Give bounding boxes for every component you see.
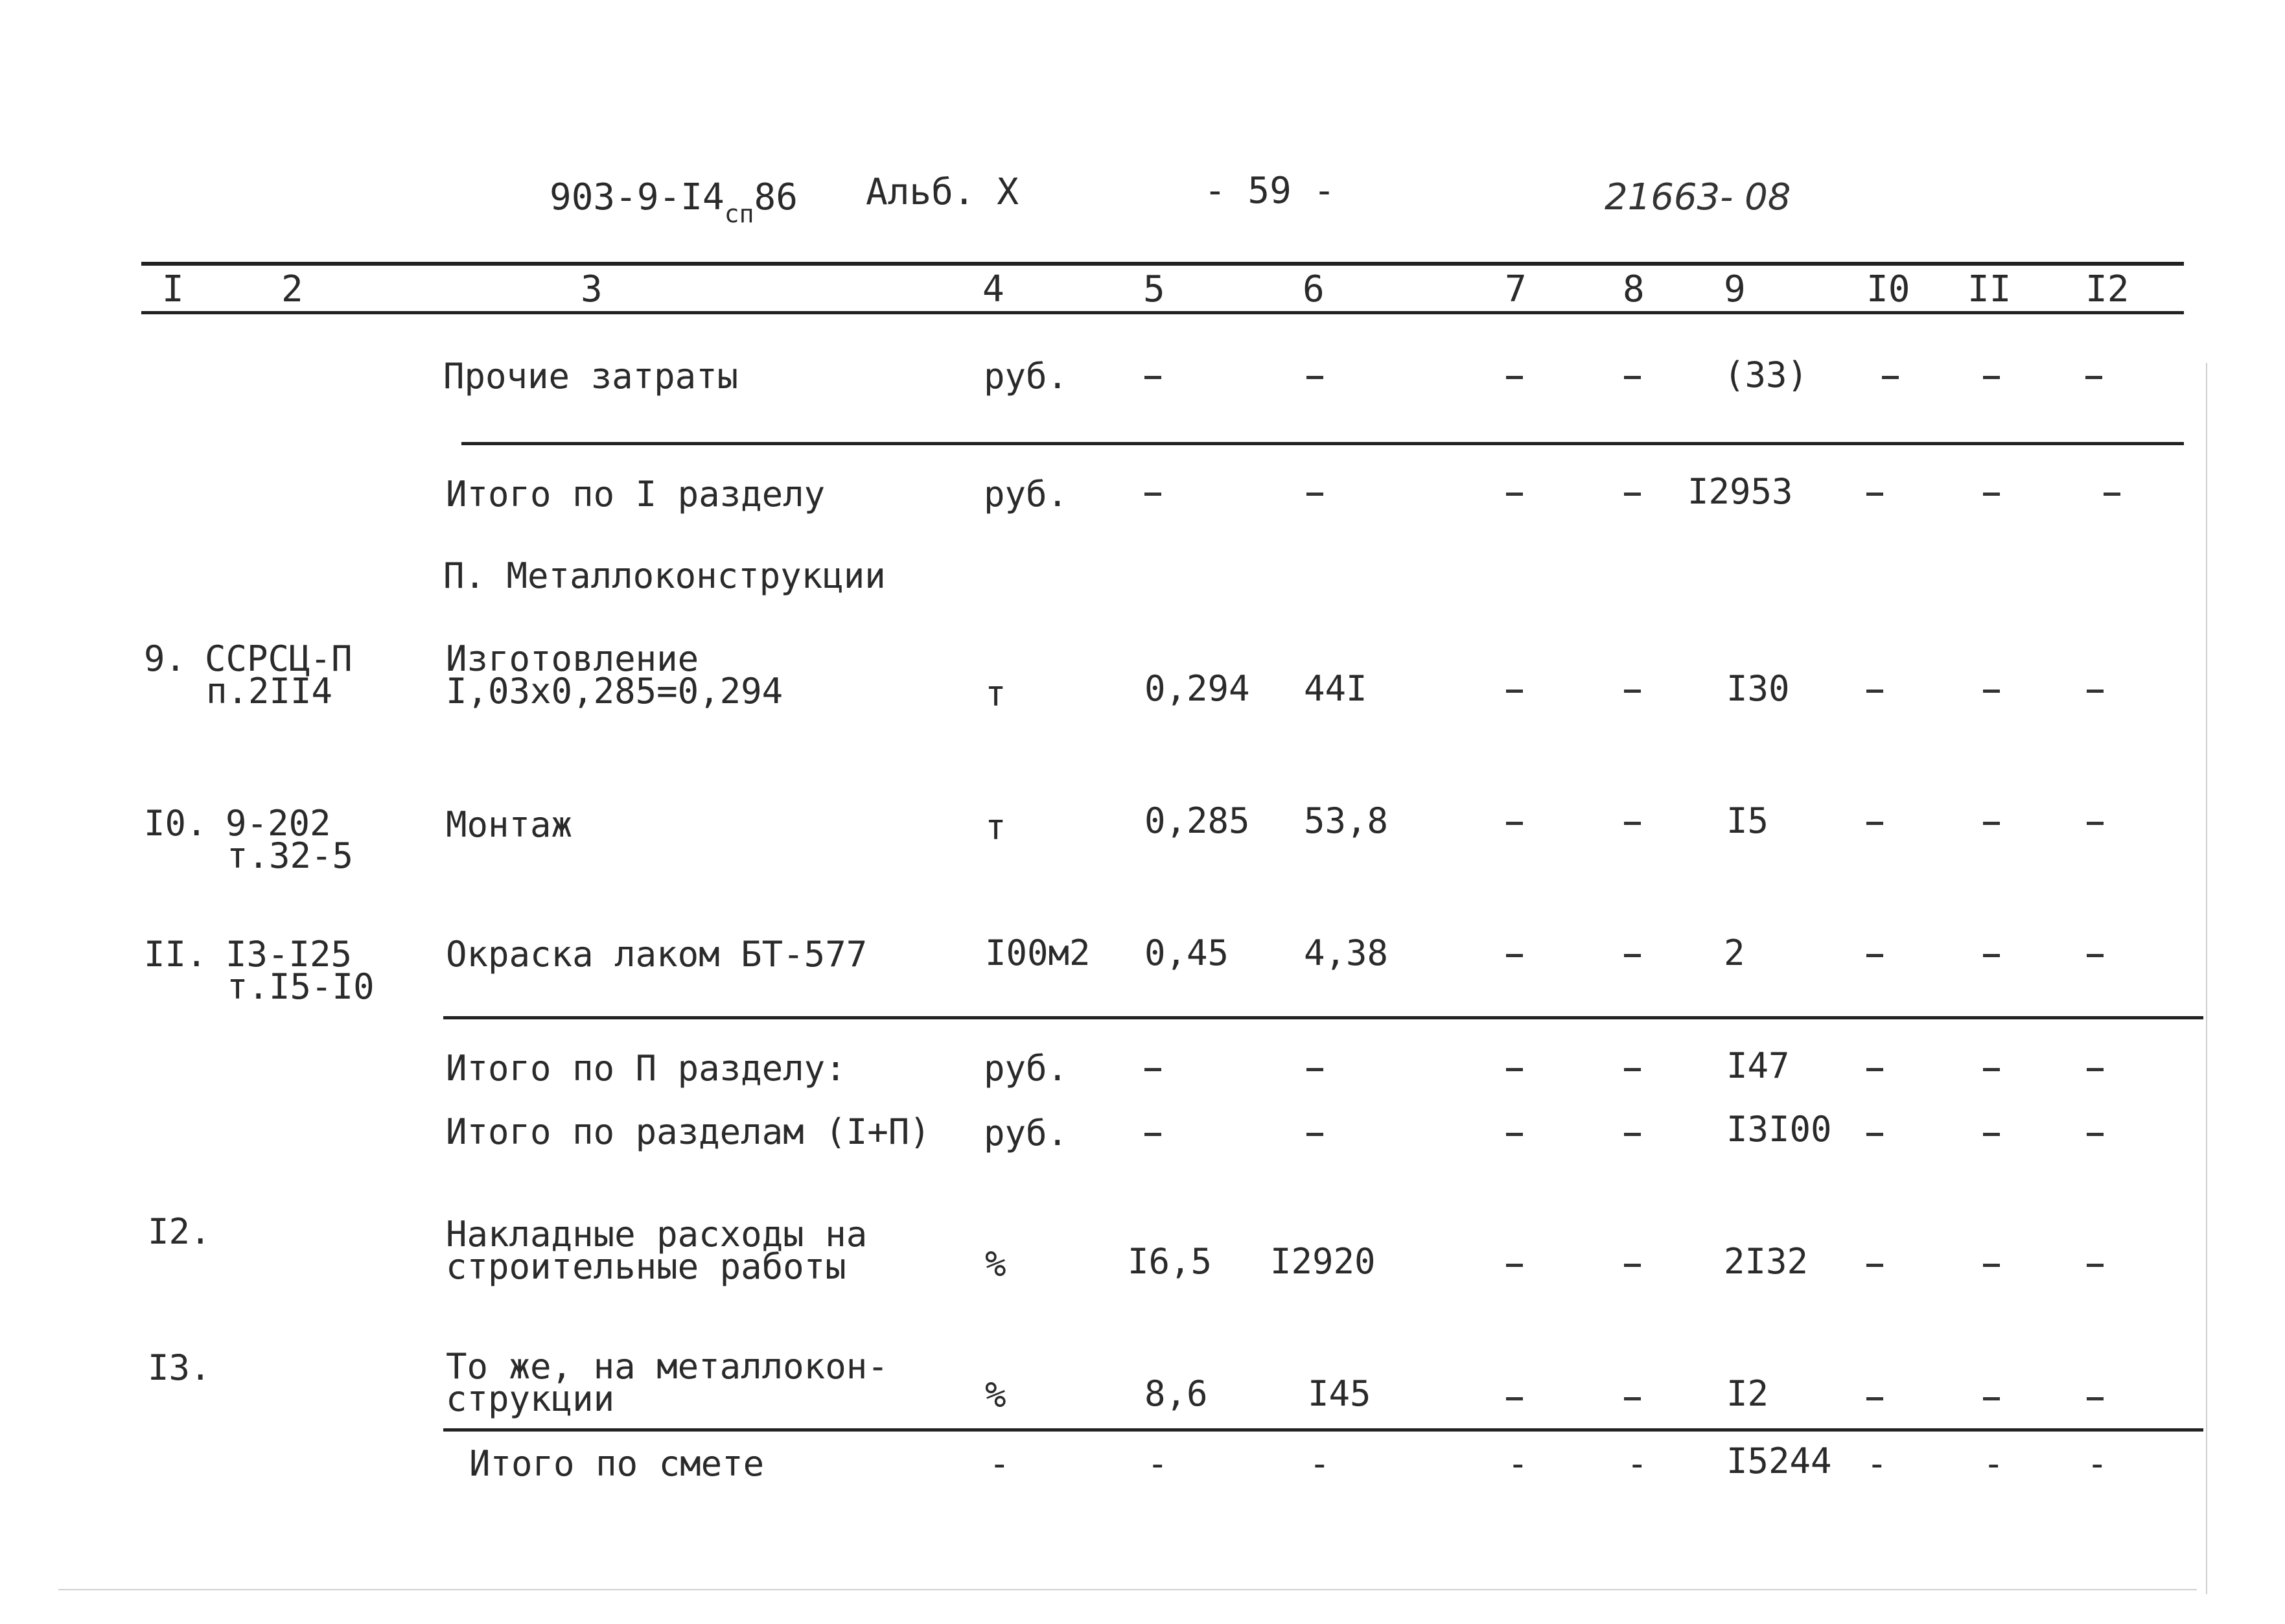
col-header-4: 4 [982, 268, 1004, 310]
row-unit: руб. [984, 1113, 1069, 1154]
dash-mark [1624, 690, 1641, 693]
dash-mark [1866, 493, 1883, 496]
col-header-9: 9 [1724, 268, 1746, 310]
row-col5: 8,6 [1144, 1373, 1208, 1414]
dash-mark [1306, 1068, 1323, 1071]
row-unit: т [985, 807, 1006, 848]
handwritten-number: 21663- 08 [1605, 176, 1791, 218]
document-code-sub: сп [724, 200, 754, 228]
row-name-cont: струкции [446, 1378, 615, 1419]
col-header-8: 8 [1623, 268, 1645, 310]
dash-mark [2087, 1264, 2104, 1267]
row-col5: 0,294 [1144, 668, 1250, 709]
dash-mark [1306, 493, 1323, 496]
dash-mark [1866, 690, 1883, 693]
dash-mark [1624, 1068, 1641, 1071]
album-label: Альб. X [866, 171, 1019, 213]
row-col5: - [1147, 1443, 1168, 1484]
row-number: I0. [144, 803, 207, 844]
row-col6: 53,8 [1304, 800, 1389, 841]
col-header-3: 3 [581, 268, 603, 310]
row-col6: 44I [1304, 668, 1367, 709]
col-header-11: II [1967, 268, 2012, 310]
row-name: Итого по разделам (I+П) [446, 1111, 931, 1152]
header-bottom-rule [141, 311, 2184, 314]
row-number: II. [144, 934, 207, 975]
row-col9: 2I32 [1724, 1241, 1809, 1282]
row-code-ref: п.2II4 [206, 671, 333, 712]
row-name: Изготовление [446, 638, 699, 679]
dash-mark [1866, 822, 1883, 825]
row-number: I3. [148, 1347, 211, 1388]
dash-mark [1506, 1397, 1523, 1400]
dash-mark [1983, 1264, 2000, 1267]
dash-mark [1506, 1264, 1523, 1267]
dash-mark [1882, 376, 1899, 379]
row-unit: руб. [984, 1048, 1069, 1089]
col-header-10: I0 [1866, 268, 1910, 310]
dash-mark [1144, 1068, 1161, 1071]
row-unit: руб. [984, 356, 1069, 397]
dash-mark [2104, 493, 2120, 496]
dash-mark [1506, 376, 1523, 379]
row-col6: I2920 [1270, 1241, 1376, 1282]
row-code: ССРСЦ-П [205, 638, 353, 679]
right-margin-line [2206, 363, 2207, 1594]
dash-mark [1624, 822, 1641, 825]
dash-mark [1506, 690, 1523, 693]
row-col9: I2 [1726, 1373, 1769, 1414]
dash-mark [1983, 376, 2000, 379]
row-code-ref: т.32-5 [227, 835, 354, 876]
document-code: $903-9-I4_{сп}86$ [550, 176, 798, 228]
row-name: То же, на металлокон- [446, 1346, 888, 1387]
row-unit: % [985, 1375, 1006, 1415]
dash-mark [2087, 1068, 2104, 1071]
row-name: Накладные расходы на [446, 1214, 868, 1255]
dash-mark [1506, 1068, 1523, 1071]
dash-mark [2087, 954, 2104, 957]
dash-mark [1983, 690, 2000, 693]
dash-mark [1866, 1264, 1883, 1267]
dash-mark [1866, 954, 1883, 957]
row-name: Прочие затраты [443, 356, 739, 397]
row-name: Монтаж [446, 804, 573, 845]
dash-mark [1624, 376, 1641, 379]
dash-mark [1306, 1133, 1323, 1136]
row-number: 9. [144, 638, 187, 679]
row-code: 9-202 [226, 803, 331, 844]
row-col10: - [1866, 1443, 1888, 1484]
dash-mark [1506, 822, 1523, 825]
dash-mark [2087, 690, 2104, 693]
dash-mark [2085, 376, 2102, 379]
row-name: Окраска лаком БТ-577 [446, 934, 868, 975]
section-heading: П. Металлоконструкции [443, 555, 886, 596]
row-name-cont: строительные работы [446, 1246, 846, 1287]
row-col5: I6,5 [1128, 1241, 1212, 1282]
dash-mark [1983, 1068, 2000, 1071]
row-col8: - [1627, 1443, 1648, 1484]
dash-mark [1866, 1397, 1883, 1400]
dash-mark [1983, 1133, 2000, 1136]
row-name: Итого по П разделу: [446, 1048, 846, 1089]
dash-mark [1983, 493, 2000, 496]
row-col9: I30 [1726, 668, 1790, 709]
dash-mark [1306, 376, 1323, 379]
row-col12: - [2087, 1443, 2108, 1484]
dash-mark [1624, 1264, 1641, 1267]
col-header-5: 5 [1143, 268, 1165, 310]
dash-mark [1144, 1133, 1161, 1136]
row-col9: (33) [1724, 354, 1809, 395]
dash-mark [1144, 493, 1161, 496]
dash-mark [2087, 1133, 2104, 1136]
col-header-12: I2 [2085, 268, 2129, 310]
row-col9: I3I00 [1726, 1109, 1832, 1150]
dash-mark [2087, 1397, 2104, 1400]
dash-mark [1624, 1133, 1641, 1136]
dash-mark [1624, 954, 1641, 957]
dash-mark [1506, 954, 1523, 957]
page-number: - 59 - [1204, 170, 1336, 212]
row-col6: 4,38 [1304, 933, 1389, 973]
row-unit: - [989, 1443, 1010, 1484]
row-unit: т [985, 673, 1006, 714]
row-number: I2. [148, 1211, 211, 1252]
row-col6: I45 [1308, 1373, 1371, 1414]
row-code-ref: т.I5-I0 [227, 966, 375, 1007]
row-unit: I00м2 [985, 933, 1091, 973]
col-header-2: 2 [281, 268, 303, 310]
row-col6: - [1309, 1443, 1330, 1484]
col-header-7: 7 [1505, 268, 1527, 310]
row-col9: I2953 [1688, 471, 1793, 512]
bottom-margin-line [58, 1589, 2197, 1590]
row-name: Итого по I разделу [446, 474, 826, 515]
dash-mark [1624, 493, 1641, 496]
row-col7: - [1507, 1443, 1529, 1484]
rule-before-total [443, 1428, 2203, 1432]
row-col9: I47 [1726, 1045, 1790, 1086]
col-header-1: I [162, 268, 184, 310]
row-col5: 0,285 [1144, 800, 1250, 841]
row-formula: I,03х0,285=0,294 [446, 671, 783, 712]
dash-mark [1506, 493, 1523, 496]
row-col9: I5244 [1726, 1441, 1832, 1481]
dash-mark [1866, 1133, 1883, 1136]
dash-mark [1983, 954, 2000, 957]
col-header-6: 6 [1303, 268, 1325, 310]
dash-mark [1866, 1068, 1883, 1071]
row-col9: I5 [1726, 800, 1769, 841]
dash-mark [1983, 822, 2000, 825]
rule-after-section-2 [443, 1016, 2203, 1019]
row-col11: - [1983, 1443, 2004, 1484]
row-name: Итого по смете [469, 1443, 765, 1484]
dash-mark [1624, 1397, 1641, 1400]
row-col5: 0,45 [1144, 933, 1229, 973]
table-top-rule [141, 262, 2184, 266]
row-unit: руб. [984, 474, 1069, 515]
dash-mark [2087, 822, 2104, 825]
row-col9: 2 [1724, 933, 1745, 973]
rule-after-other-costs [461, 442, 2184, 445]
row-unit: % [985, 1244, 1006, 1284]
dash-mark [1983, 1397, 2000, 1400]
row-code: I3-I25 [226, 934, 353, 975]
dash-mark [1506, 1133, 1523, 1136]
dash-mark [1144, 376, 1161, 379]
